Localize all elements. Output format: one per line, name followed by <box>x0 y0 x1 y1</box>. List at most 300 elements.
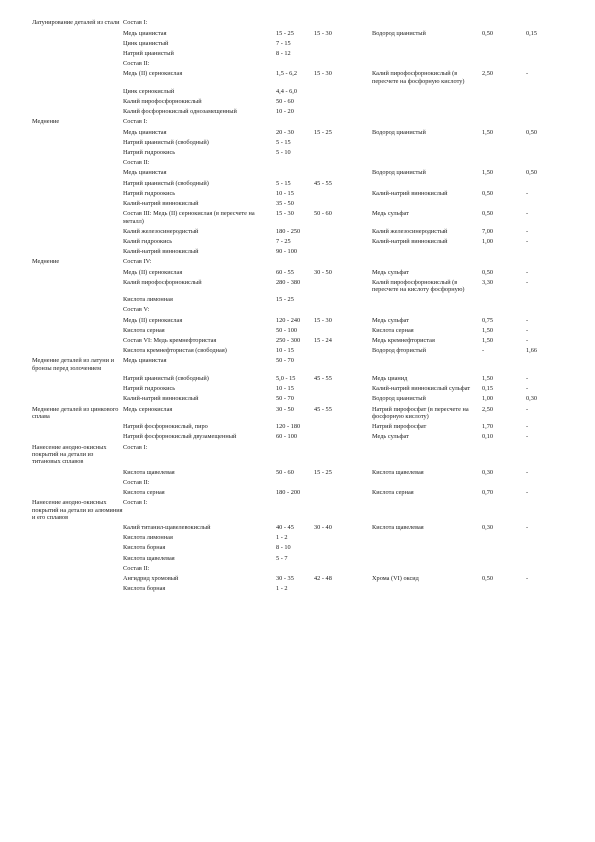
table-row <box>32 168 572 178</box>
emission-substance-cell: Кислота щавелевая <box>372 468 424 476</box>
process-cell <box>32 107 123 117</box>
table-row <box>32 158 572 168</box>
temperature-cell: 30 - 40 <box>314 524 332 532</box>
temperature-cell <box>314 237 372 247</box>
table-row <box>32 442 572 467</box>
component-cell: Кислота лимонная <box>123 534 173 542</box>
emission-substance-cell <box>372 305 482 315</box>
emission-substance-cell: Калий железосинеродистый <box>372 227 448 235</box>
table-body <box>32 18 572 594</box>
emission-limit-cell <box>526 107 572 117</box>
emission-substance-cell <box>372 107 482 117</box>
emission-substance-cell: Медь сульфат <box>372 210 409 218</box>
emission-value-cell: - <box>482 347 485 355</box>
temperature-cell <box>314 188 372 198</box>
table-row <box>32 97 572 107</box>
emission-substance-cell <box>372 553 482 563</box>
emission-limit-cell: - <box>526 385 529 393</box>
table-row <box>32 384 572 394</box>
emission-substance-cell: Водород цианистый <box>372 29 426 37</box>
emission-value-cell <box>482 257 526 267</box>
table-row <box>32 49 572 59</box>
table-row <box>32 28 572 38</box>
emission-substance-cell: Натрий пирофосфат (в пересчете на фосфорную кислоту) <box>372 405 469 420</box>
table-row <box>32 148 572 158</box>
emission-value-cell <box>482 247 526 257</box>
emission-substance-cell <box>372 247 482 257</box>
emission-value-cell <box>482 442 526 467</box>
concentration-cell: 10 - 15 <box>276 189 294 197</box>
concentration-cell: 90 - 100 <box>276 248 297 256</box>
process-cell <box>32 97 123 107</box>
emission-value-cell: 2,50 <box>482 405 494 413</box>
temperature-cell <box>314 346 372 356</box>
concentration-cell: 1 - 2 <box>276 534 288 542</box>
emission-substance-cell <box>372 158 482 168</box>
emission-substance-cell <box>372 442 482 467</box>
emission-value-cell: 1,50 <box>482 128 494 136</box>
temperature-cell <box>314 158 372 168</box>
temperature-cell <box>314 563 372 573</box>
concentration-cell <box>276 18 314 28</box>
emission-substance-cell <box>372 49 482 59</box>
temperature-cell <box>314 384 372 394</box>
table-row <box>32 305 572 315</box>
temperature-cell <box>314 584 372 594</box>
emission-limit-cell <box>526 158 572 168</box>
table-row <box>32 38 572 48</box>
process-cell <box>32 168 123 178</box>
temperature-cell <box>314 295 372 305</box>
emission-value-cell <box>482 97 526 107</box>
process-cell: Меднение <box>32 118 60 126</box>
emission-value-cell: 1,00 <box>482 395 494 403</box>
emission-value-cell: 3,30 <box>482 278 494 286</box>
component-cell: Калий гидроокись <box>123 237 173 245</box>
emission-limit-cell: - <box>526 433 529 441</box>
concentration-cell <box>276 257 314 267</box>
emission-substance-cell <box>372 137 482 147</box>
component-cell: Натрий цианистый (свободный) <box>123 179 209 187</box>
concentration-cell: 60 - 100 <box>276 433 297 441</box>
concentration-cell: 5 - 15 <box>276 179 291 187</box>
emission-substance-cell <box>372 533 482 543</box>
emission-value-cell: 0,50 <box>482 189 494 197</box>
document-page <box>0 18 595 594</box>
component-cell: Медь (II) сернокислая <box>123 70 183 78</box>
emission-limit-cell <box>526 178 572 188</box>
emission-limit-cell: - <box>526 575 529 583</box>
concentration-cell: 10 - 15 <box>276 347 294 355</box>
component-cell: Калий фосфорнокислый однозамещенный <box>123 108 237 116</box>
emission-limit-cell <box>526 533 572 543</box>
emission-limit-cell: - <box>526 524 529 532</box>
concentration-cell: 15 - 25 <box>276 29 294 37</box>
temperature-cell: 15 - 24 <box>314 337 332 345</box>
component-cell: Состав IV: <box>123 258 152 266</box>
temperature-cell <box>314 97 372 107</box>
table-row <box>32 69 572 87</box>
process-cell <box>32 432 123 442</box>
emission-limit-cell <box>526 356 572 374</box>
process-cell <box>32 199 123 209</box>
emission-value-cell: 1,50 <box>482 326 494 334</box>
temperature-cell <box>314 543 372 553</box>
emission-substance-cell: Водород цианистый <box>372 169 426 177</box>
emission-value-cell <box>482 295 526 305</box>
emission-value-cell <box>482 199 526 209</box>
emission-limit-cell: - <box>526 70 529 78</box>
emission-substance-cell <box>372 18 482 28</box>
component-cell: Калий железосинеродистый <box>123 227 199 235</box>
component-cell: Натрий цианистый (свободный) <box>123 138 209 146</box>
table-row <box>32 226 572 236</box>
temperature-cell <box>314 137 372 147</box>
table-row <box>32 404 572 422</box>
concentration-cell: 30 - 50 <box>276 405 294 413</box>
emission-value-cell <box>482 18 526 28</box>
emission-limit-cell: - <box>526 237 529 245</box>
concentration-cell: 8 - 12 <box>276 49 291 57</box>
emission-limit-cell <box>526 257 572 267</box>
emission-limit-cell <box>526 199 572 209</box>
emission-value-cell <box>482 356 526 374</box>
emission-limit-cell <box>526 305 572 315</box>
emission-limit-cell <box>526 59 572 69</box>
temperature-cell <box>314 277 372 295</box>
emission-value-cell: 1,70 <box>482 423 494 431</box>
emission-substance-cell: Калий пирофосфорнокислый (в пересчете на кислоту фосфорную) <box>372 278 465 294</box>
temperature-cell: 15 - 30 <box>314 29 332 37</box>
concentration-cell: 8 - 10 <box>276 544 291 552</box>
temperature-cell: 15 - 30 <box>314 70 332 78</box>
temperature-cell <box>314 422 372 432</box>
concentration-cell: 1 - 2 <box>276 585 288 593</box>
component-cell: Калий-натрий виннокислый <box>123 248 199 256</box>
emission-value-cell <box>482 87 526 97</box>
process-cell <box>32 226 123 236</box>
emission-value-cell <box>482 38 526 48</box>
emission-substance-cell <box>372 38 482 48</box>
process-cell <box>32 209 123 227</box>
temperature-cell <box>314 168 372 178</box>
emission-value-cell <box>482 117 526 127</box>
emission-substance-cell <box>372 59 482 69</box>
emission-value-cell <box>482 137 526 147</box>
temperature-cell <box>314 49 372 59</box>
concentration-cell: 280 - 380 <box>276 278 301 286</box>
emission-substance-cell <box>372 148 482 158</box>
emission-substance-cell: Калий-натрий виннокислый <box>372 189 448 197</box>
table-row <box>32 533 572 543</box>
emission-limit-cell: - <box>526 326 529 334</box>
emission-value-cell: 0,30 <box>482 524 494 532</box>
emission-value-cell <box>482 543 526 553</box>
process-cell <box>32 87 123 97</box>
table-row <box>32 553 572 563</box>
emission-value-cell: 0,50 <box>482 210 494 218</box>
emission-substance-cell <box>372 117 482 127</box>
component-cell: Натрий фосфорнокислый двузамещенный <box>123 433 237 441</box>
process-cell: Меднение деталей из цинкового сплава <box>32 405 119 420</box>
process-cell <box>32 574 123 584</box>
table-row <box>32 584 572 594</box>
emission-limit-cell: 0,15 <box>526 29 538 37</box>
table-row <box>32 477 572 487</box>
temperature-cell <box>314 87 372 97</box>
component-cell: Калий-натрий виннокислый <box>123 199 199 207</box>
concentration-cell: 15 - 25 <box>276 296 294 304</box>
temperature-cell <box>314 117 372 127</box>
process-cell <box>32 336 123 346</box>
process-cell <box>32 305 123 315</box>
emission-substance-cell <box>372 543 482 553</box>
temperature-cell <box>314 199 372 209</box>
emission-value-cell <box>482 49 526 59</box>
process-cell <box>32 523 123 533</box>
temperature-cell: 42 - 48 <box>314 575 332 583</box>
table-row <box>32 336 572 346</box>
process-cell: Нанесение анодно-окисных покрытий на детали из титановых сплавов <box>32 443 107 466</box>
process-cell <box>32 422 123 432</box>
concentration-cell: 30 - 35 <box>276 575 294 583</box>
table-row <box>32 488 572 498</box>
component-cell: Кислота серная <box>123 488 165 496</box>
process-cell <box>32 59 123 69</box>
process-cell <box>32 148 123 158</box>
emission-limit-cell: - <box>526 423 529 431</box>
emission-value-cell: 0,70 <box>482 488 494 496</box>
concentration-cell: 180 - 200 <box>276 488 301 496</box>
emission-value-cell <box>482 148 526 158</box>
emission-value-cell <box>482 477 526 487</box>
emission-limit-cell: 1,66 <box>526 347 538 355</box>
component-cell: Калий пирофосфорнокислый <box>123 98 202 106</box>
concentration-cell: 35 - 50 <box>276 199 294 207</box>
emission-limit-cell <box>526 87 572 97</box>
emission-limit-cell: - <box>526 278 529 286</box>
emission-limit-cell: - <box>526 316 529 324</box>
process-cell: Меднение деталей из латуни и бронзы перед золочением <box>32 357 114 372</box>
temperature-cell: 50 - 60 <box>314 210 332 218</box>
concentration-cell: 250 - 300 <box>276 337 301 345</box>
emission-value-cell <box>482 178 526 188</box>
temperature-cell <box>314 38 372 48</box>
process-cell <box>32 467 123 477</box>
component-cell: Кислота щавелевая <box>123 554 175 562</box>
emission-limit-cell <box>526 97 572 107</box>
component-cell: Состав II: <box>123 60 150 68</box>
component-cell: Натрий гидроокись <box>123 189 176 197</box>
table-row <box>32 117 572 127</box>
concentration-cell <box>276 442 314 467</box>
emission-limit-cell: 0,50 <box>526 169 538 177</box>
concentration-cell: 20 - 30 <box>276 128 294 136</box>
component-cell: Натрий цианистый (свободный) <box>123 375 209 383</box>
emission-value-cell: 1,50 <box>482 337 494 345</box>
emission-value-cell <box>482 584 526 594</box>
emission-limit-cell <box>526 498 572 523</box>
process-cell: Нанесение анодно-окисных покрытий на детали из алюминия и его сплавов <box>32 499 123 521</box>
temperature-cell <box>314 247 372 257</box>
emission-limit-cell: - <box>526 337 529 345</box>
emission-limit-cell <box>526 295 572 305</box>
component-cell: Медь (II) сернокислая <box>123 316 183 324</box>
temperature-cell <box>314 226 372 236</box>
emission-limit-cell <box>526 117 572 127</box>
concentration-cell: 120 - 240 <box>276 316 301 324</box>
concentration-cell: 5 - 15 <box>276 138 291 146</box>
component-cell: Кислота борная <box>123 585 166 593</box>
table-row <box>32 127 572 137</box>
emission-value-cell <box>482 107 526 117</box>
process-cell <box>32 394 123 404</box>
emission-substance-cell: Водород фтористый <box>372 347 426 355</box>
component-cell: Ангидрид хромовый <box>123 575 179 583</box>
process-cell <box>32 188 123 198</box>
temperature-cell: 15 - 25 <box>314 468 332 476</box>
component-cell: Состав III: Медь (II) сернокислая (в пересчете на металл) <box>123 210 255 225</box>
emission-value-cell: 0,50 <box>482 268 494 276</box>
temperature-cell <box>314 442 372 467</box>
component-cell: Кислота лимонная <box>123 296 173 304</box>
table-row <box>32 137 572 147</box>
emission-limit-cell <box>526 38 572 48</box>
component-cell: Натрий гидроокись <box>123 149 176 157</box>
concentration-cell <box>276 59 314 69</box>
temperature-cell <box>314 305 372 315</box>
emission-value-cell: 0,15 <box>482 385 494 393</box>
emission-value-cell <box>482 59 526 69</box>
temperature-cell: 15 - 25 <box>314 128 332 136</box>
emission-value-cell: 0,10 <box>482 433 494 441</box>
emission-substance-cell: Медь кремнефтористая <box>372 337 435 345</box>
emission-value-cell <box>482 553 526 563</box>
process-cell: Латунирование деталей из стали <box>32 19 120 27</box>
table-row <box>32 374 572 384</box>
emission-substance-cell <box>372 257 482 267</box>
emission-limit-cell <box>526 247 572 257</box>
process-cell <box>32 477 123 487</box>
temperature-cell: 45 - 55 <box>314 179 332 187</box>
process-cell <box>32 277 123 295</box>
emission-value-cell <box>482 498 526 523</box>
concentration-cell <box>276 305 314 315</box>
table-row <box>32 574 572 584</box>
emission-limit-cell <box>526 477 572 487</box>
component-cell: Кислота серная <box>123 326 165 334</box>
process-cell <box>32 374 123 384</box>
process-cell <box>32 346 123 356</box>
process-cell <box>32 325 123 335</box>
component-cell: Натрий гидроокись <box>123 385 176 393</box>
component-cell: Кислота кремнефтористая (свободная) <box>123 347 227 355</box>
component-cell: Медь (II) сернокислая <box>123 268 183 276</box>
process-cell: Меднение <box>32 258 60 266</box>
concentration-cell: 50 - 100 <box>276 326 297 334</box>
process-cell <box>32 543 123 553</box>
temperature-cell <box>314 477 372 487</box>
emission-limit-cell: - <box>526 189 529 197</box>
process-cell <box>32 533 123 543</box>
temperature-cell: 45 - 55 <box>314 405 332 413</box>
component-cell: Медь сернокислая <box>123 405 173 413</box>
component-cell: Кислота щавелевая <box>123 468 175 476</box>
table-row <box>32 267 572 277</box>
temperature-cell <box>314 394 372 404</box>
process-cell <box>32 49 123 59</box>
concentration-cell: 1,5 - 6,2 <box>276 70 297 78</box>
process-cell <box>32 563 123 573</box>
emission-value-cell: 0,75 <box>482 316 494 324</box>
emission-value-cell: 0,50 <box>482 575 494 583</box>
concentration-cell: 5 - 10 <box>276 149 291 157</box>
temperature-cell <box>314 553 372 563</box>
emission-limit-cell: - <box>526 227 529 235</box>
table-row <box>32 247 572 257</box>
emission-limit-cell <box>526 563 572 573</box>
concentration-cell: 50 - 70 <box>276 357 294 365</box>
emission-limit-cell <box>526 442 572 467</box>
emission-substance-cell <box>372 178 482 188</box>
temperature-cell <box>314 257 372 267</box>
table-row <box>32 356 572 374</box>
emission-substance-cell <box>372 87 482 97</box>
concentration-cell <box>276 477 314 487</box>
emission-value-cell: 7,00 <box>482 227 494 235</box>
table-row <box>32 107 572 117</box>
concentration-cell: 50 - 60 <box>276 468 294 476</box>
table-row <box>32 237 572 247</box>
component-cell: Натрий цианистый <box>123 49 174 57</box>
component-cell: Состав VI: Медь кремнефтористая <box>123 337 217 345</box>
component-cell: Калий титанил-щавелевокислый <box>123 524 211 532</box>
process-cell <box>32 69 123 87</box>
table-row <box>32 18 572 28</box>
concentration-cell: 40 - 45 <box>276 524 294 532</box>
table-row <box>32 394 572 404</box>
concentration-cell: 5 - 7 <box>276 554 288 562</box>
emission-substance-cell: Калий-натрий виннокислый <box>372 237 448 245</box>
concentration-cell <box>276 158 314 168</box>
component-cell: Состав II: <box>123 564 150 572</box>
process-cell <box>32 237 123 247</box>
temperature-cell <box>314 148 372 158</box>
temperature-cell: 30 - 50 <box>314 268 332 276</box>
concentration-cell: 5,0 - 15 <box>276 375 296 383</box>
process-cell <box>32 384 123 394</box>
component-cell: Медь цианистая <box>123 29 167 37</box>
process-cell <box>32 127 123 137</box>
emission-substance-cell: Водород цианистый <box>372 395 426 403</box>
concentration-cell: 180 - 250 <box>276 227 301 235</box>
process-cell <box>32 295 123 305</box>
concentration-cell: 15 - 30 <box>276 210 294 218</box>
process-cell <box>32 584 123 594</box>
emission-substance-cell: Медь сульфат <box>372 433 409 441</box>
emission-limit-cell <box>526 137 572 147</box>
emission-limit-cell <box>526 49 572 59</box>
concentration-cell: 10 - 15 <box>276 385 294 393</box>
emission-value-cell: 1,00 <box>482 237 494 245</box>
emission-limit-cell <box>526 584 572 594</box>
table-row <box>32 59 572 69</box>
temperature-cell: 15 - 30 <box>314 316 332 324</box>
emission-limit-cell <box>526 553 572 563</box>
table-row <box>32 498 572 523</box>
concentration-cell: 7 - 25 <box>276 237 291 245</box>
component-cell: Медь цианистая <box>123 169 167 177</box>
